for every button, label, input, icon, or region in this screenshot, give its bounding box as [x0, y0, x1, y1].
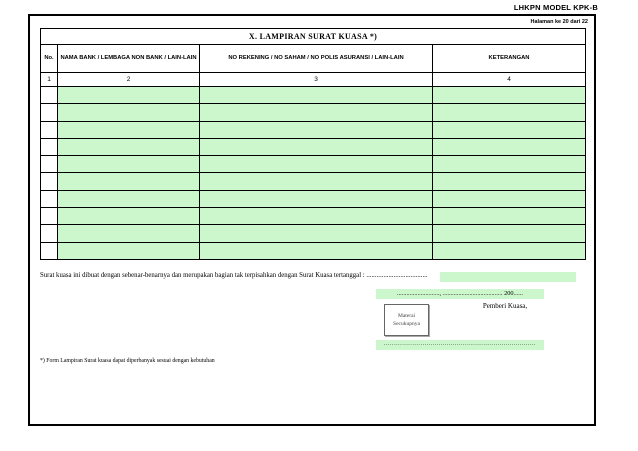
remarks-cell[interactable]	[433, 173, 586, 190]
table-row	[41, 242, 586, 259]
table-row	[41, 156, 586, 173]
row-no-cell[interactable]	[41, 104, 58, 121]
table-body	[41, 87, 586, 260]
signer-name-line: ...........................................................................	[383, 341, 537, 347]
remarks-cell[interactable]	[433, 87, 586, 104]
form-frame	[28, 14, 596, 426]
row-no-cell[interactable]	[41, 121, 58, 138]
table-title: X. LAMPIRAN SURAT KUASA *)	[41, 29, 586, 45]
column-number: 2	[58, 73, 200, 87]
column-header-account-number: NO REKENING / NO SAHAM / NO POLIS ASURANSI / LAIN-LAIN	[200, 45, 433, 73]
table-row	[41, 208, 586, 225]
account-number-cell[interactable]	[200, 225, 433, 242]
account-number-cell[interactable]	[200, 173, 433, 190]
row-no-cell[interactable]	[41, 190, 58, 207]
stamp-label-2: Secukupnya	[393, 321, 420, 328]
stamp-label-1: Materai	[397, 313, 416, 319]
place-date-text: ..........................., ...................................... 200......	[397, 290, 523, 297]
table-row	[41, 173, 586, 190]
table-row	[41, 190, 586, 207]
row-no-cell[interactable]	[41, 225, 58, 242]
bank-name-cell[interactable]	[58, 190, 200, 207]
row-no-cell[interactable]	[41, 156, 58, 173]
row-no-cell[interactable]	[41, 242, 58, 259]
row-no-cell[interactable]	[41, 173, 58, 190]
power-giver-label: Pemberi Kuasa,	[482, 302, 528, 310]
account-number-cell[interactable]	[200, 190, 433, 207]
remarks-cell[interactable]	[433, 121, 586, 138]
column-header-bank-name: NAMA BANK / LEMBAGA NON BANK / LAIN-LAIN	[58, 45, 200, 73]
stamp-duty-box	[384, 304, 429, 336]
bank-name-cell[interactable]	[58, 156, 200, 173]
page-number: Halaman ke 20 dari 22	[530, 19, 588, 25]
remarks-cell[interactable]	[433, 156, 586, 173]
remarks-cell[interactable]	[433, 104, 586, 121]
row-no-cell[interactable]	[41, 208, 58, 225]
column-number: 3	[200, 73, 433, 87]
table-row	[41, 138, 586, 155]
bank-name-cell[interactable]	[58, 121, 200, 138]
bank-name-cell[interactable]	[58, 104, 200, 121]
account-number-cell[interactable]	[200, 121, 433, 138]
column-number: 1	[41, 73, 58, 87]
table-row	[41, 87, 586, 104]
account-number-cell[interactable]	[200, 242, 433, 259]
bank-name-cell[interactable]	[58, 225, 200, 242]
bank-name-cell[interactable]	[58, 138, 200, 155]
attachment-table	[40, 28, 586, 260]
remarks-cell[interactable]	[433, 208, 586, 225]
account-number-cell[interactable]	[200, 156, 433, 173]
row-no-cell[interactable]	[41, 138, 58, 155]
table-row	[41, 121, 586, 138]
bank-name-cell[interactable]	[58, 208, 200, 225]
column-header-no: No.	[41, 45, 58, 73]
row-no-cell[interactable]	[41, 87, 58, 104]
remarks-cell[interactable]	[433, 138, 586, 155]
account-number-cell[interactable]	[200, 87, 433, 104]
bank-name-cell[interactable]	[58, 173, 200, 190]
column-header-remarks: KETERANGAN	[433, 45, 586, 73]
statement-text: Surat kuasa ini dibuat dengan sebenar-benarnya dan merupakan bagian tak terpisahkan dengan Surat Kuasa tertanggal : ....................................	[40, 272, 428, 279]
footnote: *) Form Lampiran Surat kuasa dapat diperbanyak sesuai dengan kebutuhan	[40, 358, 215, 364]
bank-name-cell[interactable]	[58, 87, 200, 104]
remarks-cell[interactable]	[433, 190, 586, 207]
remarks-cell[interactable]	[433, 242, 586, 259]
form-model-label: LHKPN MODEL KPK-B	[513, 3, 598, 12]
date-input-field[interactable]	[440, 272, 576, 282]
account-number-cell[interactable]	[200, 208, 433, 225]
table-row	[41, 104, 586, 121]
account-number-cell[interactable]	[200, 138, 433, 155]
column-number: 4	[433, 73, 586, 87]
remarks-cell[interactable]	[433, 225, 586, 242]
table-row	[41, 225, 586, 242]
bank-name-cell[interactable]	[58, 242, 200, 259]
account-number-cell[interactable]	[200, 104, 433, 121]
